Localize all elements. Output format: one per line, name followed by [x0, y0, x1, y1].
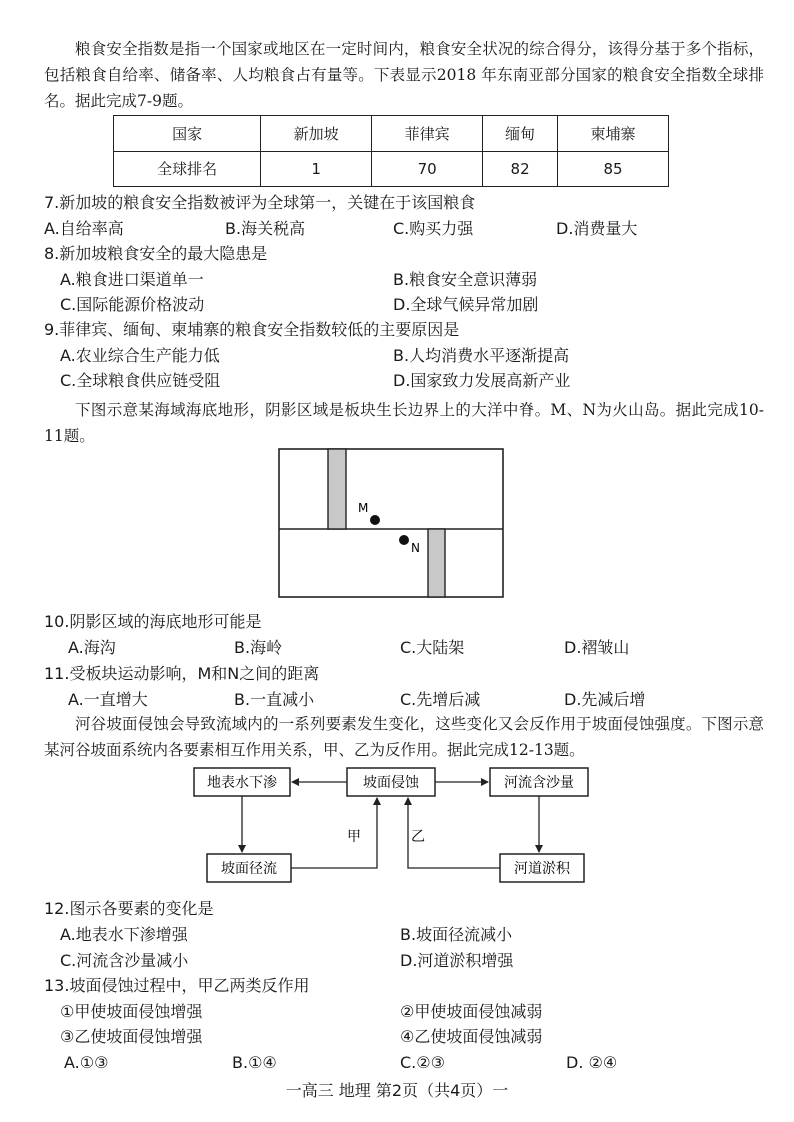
question-11-option-a: A.一直增大	[68, 690, 148, 709]
label-runoff: 坡面径流	[221, 861, 277, 877]
island-m-dot	[370, 515, 380, 525]
label-infiltration: 地表水下渗	[207, 775, 277, 791]
question-10-option-b: B.海岭	[234, 638, 283, 657]
table-cell: 全球排名	[114, 151, 261, 187]
ridge-segment-upper	[328, 449, 346, 529]
map-frame	[279, 449, 503, 597]
question-10-option-a: A.海沟	[68, 638, 116, 657]
question-8-option-a: A.粮食进口渠道单一	[60, 270, 204, 289]
label-deposition: 河道淤积	[514, 861, 570, 877]
question-7-option-b: B.海关税高	[225, 219, 306, 238]
ridge-segment-lower	[428, 529, 445, 597]
label-yi: 乙	[411, 829, 425, 845]
page-footer: 一高三 地理 第2页（共4页）一	[285, 1081, 509, 1100]
erosion-feedback-diagram	[180, 762, 600, 890]
question-9-option-c: C.全球粮食供应链受阻	[60, 371, 221, 390]
question-12-option-b: B.坡面径流减小	[400, 925, 513, 944]
island-m-label: M	[358, 501, 369, 515]
question-13-stem: 13.坡面侵蚀过程中，甲乙两类反作用	[44, 976, 310, 995]
question-9-stem: 9.菲律宾、缅甸、柬埔寨的粮食安全指数较低的主要原因是	[44, 320, 460, 339]
table-cell: 缅甸	[483, 116, 558, 152]
question-10-option-d: D.褶皱山	[564, 638, 630, 657]
table-cell: 85	[557, 151, 668, 187]
question-13-option-b: B.①④	[232, 1053, 277, 1072]
question-11-stem: 11.受板块运动影响，M和N之间的距离	[44, 664, 320, 683]
table-row-header	[114, 116, 669, 152]
question-12-option-d: D.河道淤积增强	[400, 951, 514, 970]
intro-10-11: 下图示意某海域海底地形，阴影区域是板块生长边界上的大洋中脊。M、N为火山岛。据此完成10-11题。	[44, 401, 764, 445]
question-13-item-3: ③乙使坡面侵蚀增强	[60, 1027, 203, 1046]
island-n-dot	[399, 535, 409, 545]
question-10-option-c: C.大陆架	[400, 638, 465, 657]
intro-7-9: 粮食安全指数是指一个国家或地区在一定时间内，粮食安全状况的综合得分，该得分基于多个指标，包括粮食自给率、储备率、人均粮食占有量等。下表显示2018 年东南亚部分国家的粮食安全指数全球排名。据此完成7-9题。	[44, 40, 764, 110]
question-9-option-a: A.农业综合生产能力低	[60, 346, 220, 365]
question-13-item-1: ①甲使坡面侵蚀增强	[60, 1002, 203, 1021]
question-7-option-c: C.购买力强	[393, 219, 474, 238]
table-cell: 菲律宾	[372, 116, 483, 152]
table-cell: 国家	[114, 116, 261, 152]
table-row-rank	[114, 151, 669, 187]
question-12-option-c: C.河流含沙量减小	[60, 951, 189, 970]
question-13-item-2: ②甲使坡面侵蚀减弱	[400, 1002, 543, 1021]
question-12-stem: 12.图示各要素的变化是	[44, 899, 214, 918]
question-8-stem: 8.新加坡粮食安全的最大隐患是	[44, 244, 268, 263]
question-11-option-c: C.先增后减	[400, 690, 481, 709]
label-jia: 甲	[347, 829, 361, 845]
label-sediment: 河流含沙量	[504, 775, 574, 791]
question-13-option-d: D. ②④	[566, 1053, 618, 1072]
question-13-option-c: C.②③	[400, 1053, 445, 1072]
table-cell: 70	[372, 151, 483, 187]
seafloor-map	[278, 448, 504, 598]
question-8-option-d: D.全球气候异常加剧	[393, 295, 539, 314]
arrow-jia-feedback	[291, 798, 377, 868]
question-7-stem: 7.新加坡的粮食安全指数被评为全球第一，关键在于该国粮食	[44, 193, 476, 212]
label-erosion: 坡面侵蚀	[363, 775, 419, 791]
question-7-option-d: D.消费量大	[556, 219, 638, 238]
question-11-option-b: B.一直减小	[234, 690, 315, 709]
table-cell: 82	[483, 151, 558, 187]
food-security-table	[113, 115, 669, 187]
question-10-stem: 10.阴影区域的海底地形可能是	[44, 612, 262, 631]
table-cell: 柬埔寨	[557, 116, 668, 152]
question-12-option-a: A.地表水下渗增强	[60, 925, 188, 944]
question-7-option-a: A.自给率高	[44, 219, 124, 238]
question-8-option-c: C.国际能源价格波动	[60, 295, 205, 314]
question-11-option-d: D.先减后增	[564, 690, 646, 709]
table-cell: 新加坡	[261, 116, 372, 152]
intro-12-13: 河谷坡面侵蚀会导致流域内的一系列要素发生变化，这些变化又会反作用于坡面侵蚀强度。下图示意某河谷坡面系统内各要素相互作用关系，甲、乙为反作用。据此完成12-13题。	[44, 715, 764, 759]
question-9-option-d: D.国家致力发展高新产业	[393, 371, 571, 390]
question-13-option-a: A.①③	[64, 1053, 109, 1072]
island-n-label: N	[411, 541, 420, 555]
question-8-option-b: B.粮食安全意识薄弱	[393, 270, 538, 289]
question-9-option-b: B.人均消费水平逐渐提高	[393, 346, 570, 365]
question-13-item-4: ④乙使坡面侵蚀减弱	[400, 1027, 543, 1046]
table-cell: 1	[261, 151, 372, 187]
